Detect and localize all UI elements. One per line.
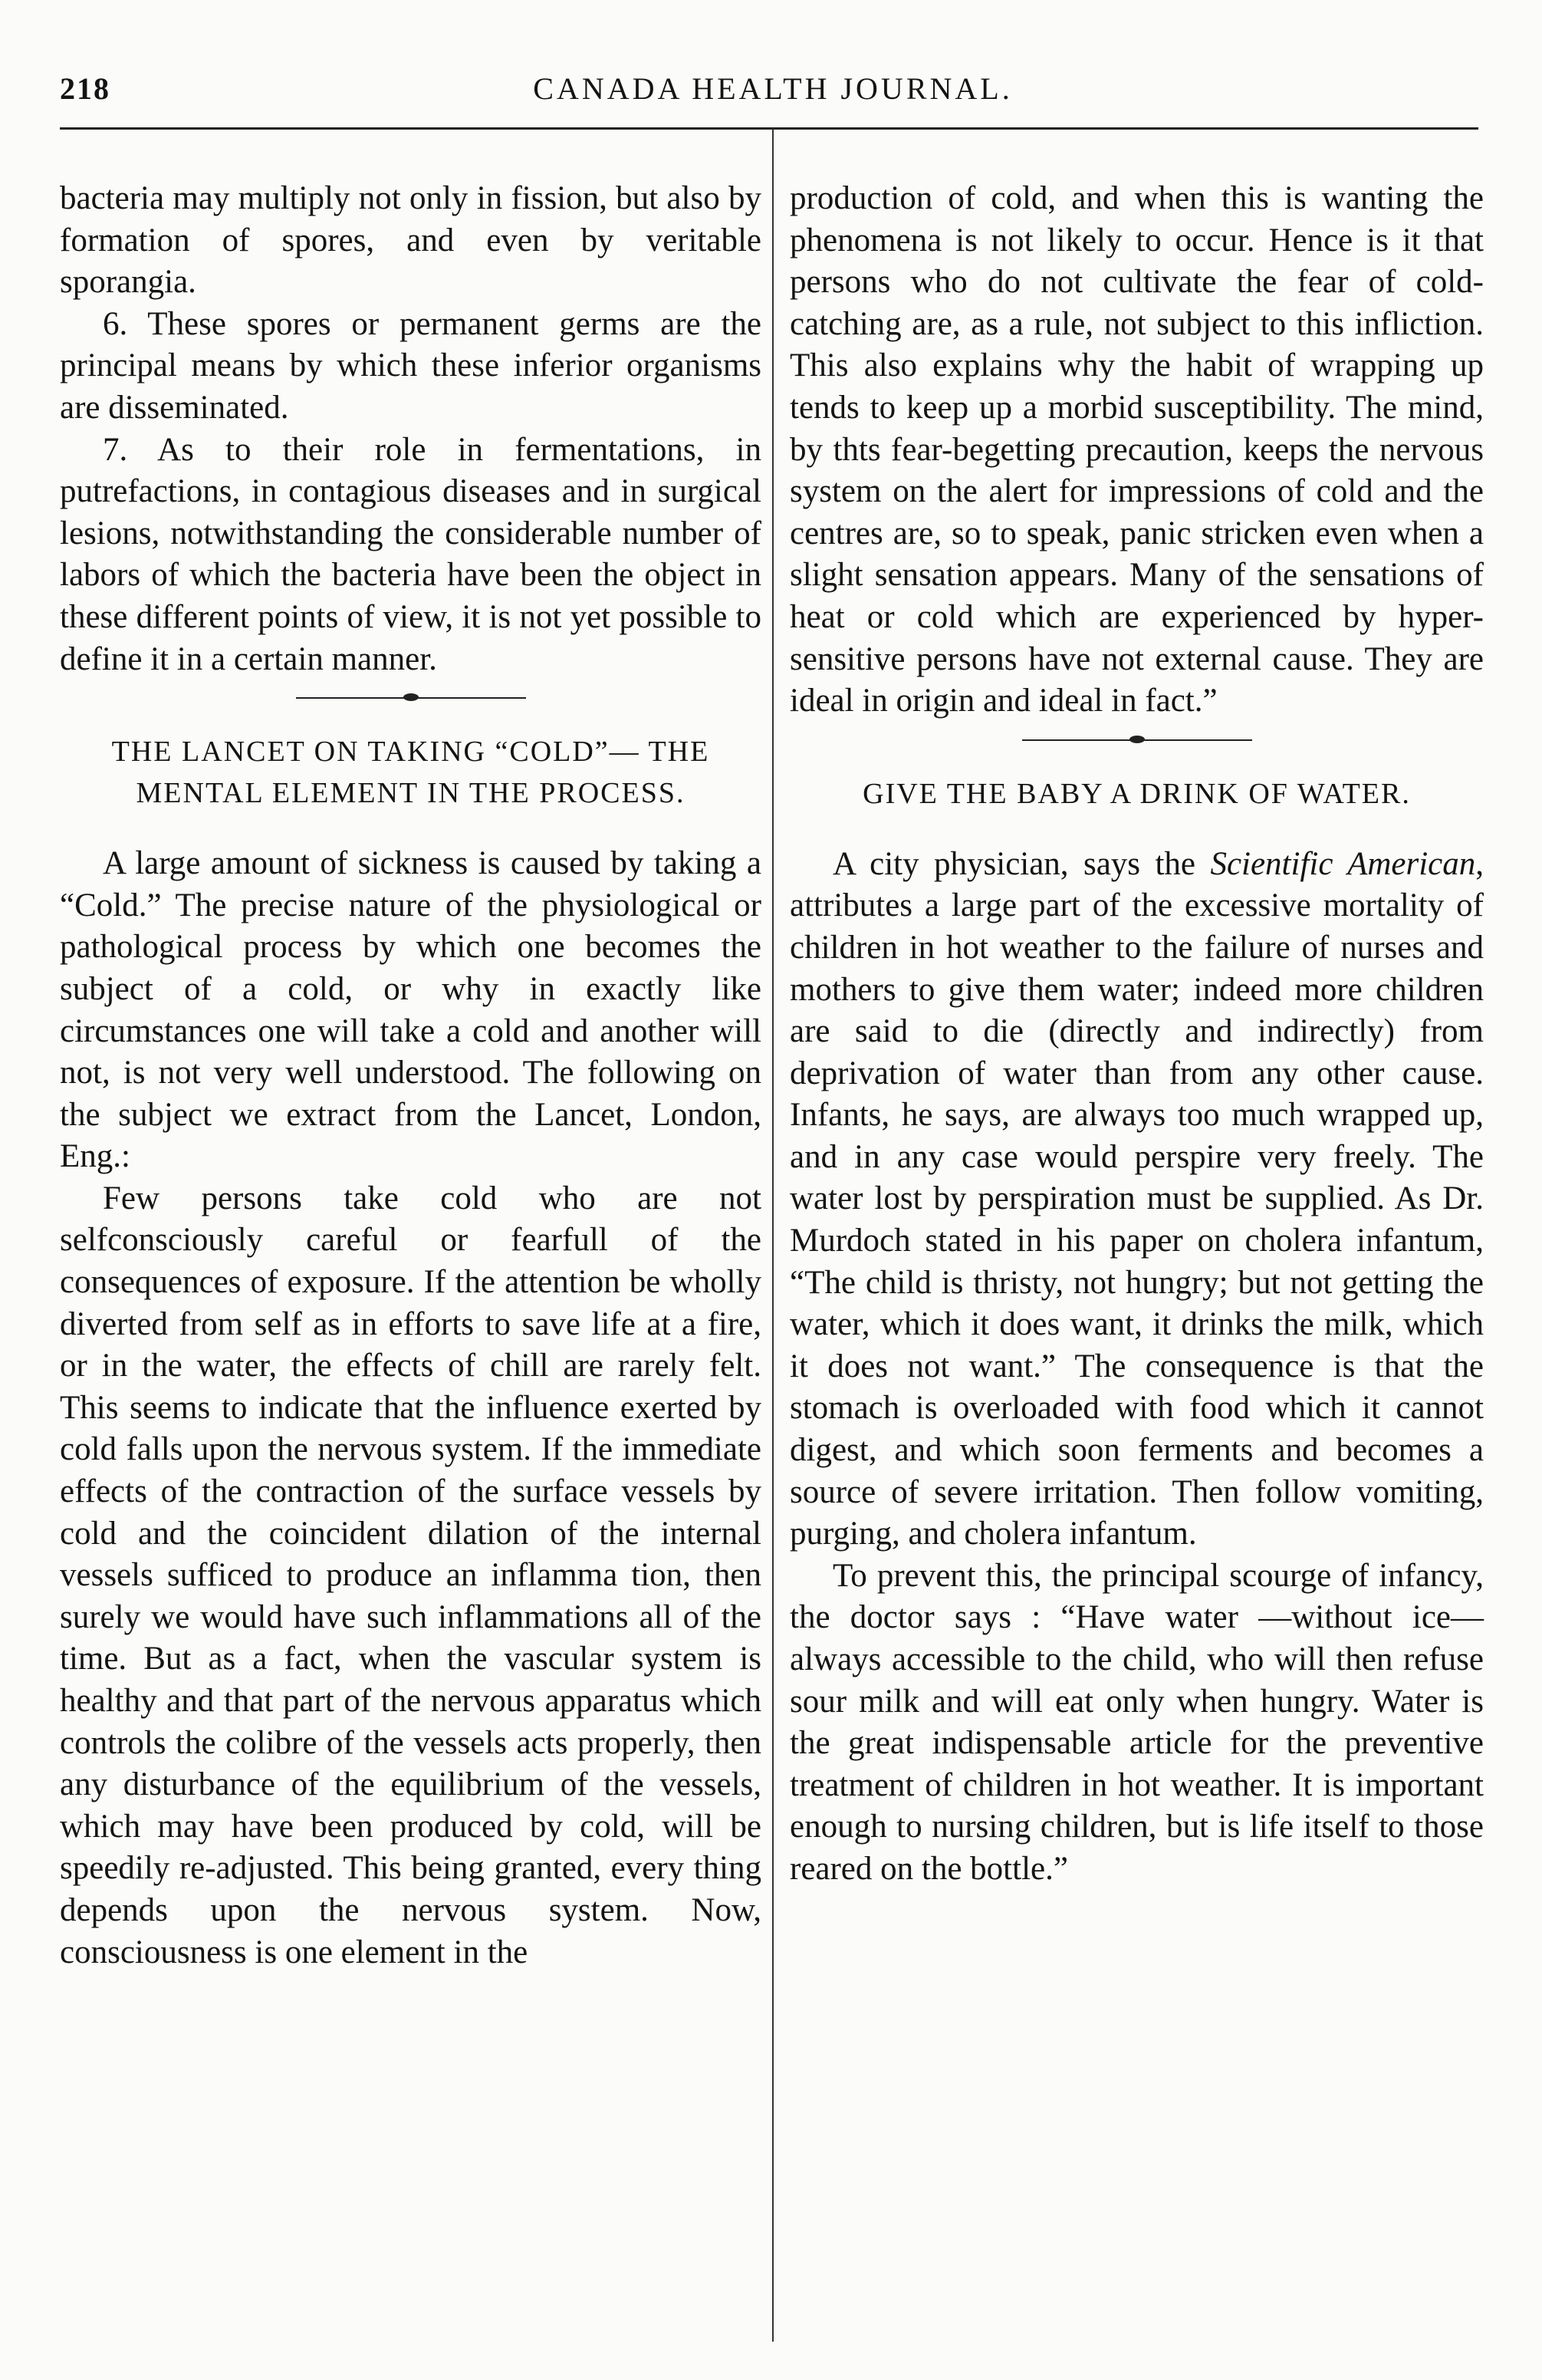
- city-text-start: A city physician, says the: [833, 845, 1211, 882]
- paragraph-bacteria: bacteria may multiply not only in fission, but also by formation of spores, and even by veritable sporangia.: [60, 180, 761, 301]
- right-column: [790, 178, 1484, 1891]
- paragraph-few-persons: Few persons take cold who are not selfconsciously careful or fearfull of the consequences of exposure. If the attention be wholly diverted from self as in efforts to save life at a fire, or in the water, the effects of chill are rarely felt. This seems to indicate that the influence exerted by cold falls upon the nervous system. If the immediate effects of the contraction of the surface vessels by cold and the coincident dilation of the internal vessels sufficed to produce an inflamma tion, then surely we would have such inflammations all of the time. But as a fact, when the vascular system is healthy and that part of the nervous apparatus which controls the colibre of the vessels acts properly, then any disturbance of the equilibrium of the vessels, which may have been produced by cold, will be speedily re-adjusted. This being granted, every thing depends upon the nervous system. Now, consciousness is one element in the: [60, 1180, 761, 1970]
- paragraph-7: 7. As to their role in fermentations, in putrefactions, in contagious diseases and in surgical lesions, notwithstanding the considerable number of labors of which the bacteria have been the object in these different points of view, it is not yet possible to define it in a certain manner.: [60, 431, 761, 677]
- section-separator: [296, 697, 526, 702]
- column-divider: [772, 129, 774, 2342]
- paragraph-6: 6. These spores or permanent germs are the principal means by which these inferior organisms are disseminated.: [60, 305, 761, 426]
- paragraph-continuation: production of cold, and when this is wanting the phenomena is not likely to occur. Hence is it that persons who do not cultivate the fear of cold-catching are, as a rule, not subject to this infliction. This also explains why the habit of wrapping up tends to keep up a morbid susceptibility. The mind, by thts fear-begetting precaution, keeps the nervous system on the alert for impressions of cold and the centres are, so to speak, panic stricken even when a slight sensation appears. Many of the sensations of heat or cold which are experienced by hyper-sensitive persons have not external cause. They are ideal in origin and ideal in fact.”: [790, 180, 1484, 719]
- publication-name: Scientific American: [1210, 845, 1476, 882]
- header-rule: [60, 127, 1478, 130]
- journal-title: CANADA HEALTH JOURNAL.: [533, 71, 1013, 106]
- paragraph-prevent: To prevent this, the principal scourge of infancy, the doctor says : “Have water —without ice—always accessible to the child, who will then refuse sour milk and will eat only when hungry. Water is the great indispensable article for the preventive treatment of children in hot weather. It is important enough to nursing children, but is life itself to those reared on the bottle.”: [790, 1557, 1484, 1887]
- left-column: [60, 178, 761, 1973]
- paragraph-intro: A large amount of sickness is caused by taking a “Cold.” The precise nature of the physiological or pathological process by which one becomes the subject of a cold, or why in exactly like circumstances one will take a cold and another will not, is not very well understood. The following on the subject we extract from the Lancet, London, Eng.:: [60, 845, 761, 1175]
- city-text-end: , attributes a large part of the excessive mortality of children in hot weather to the failure of nurses and mothers to give them water; indeed more children are said to die (directly and indirectly) from deprivation of water than from any other cause. Infants, he says, are always too much wrapped up, and in any case would perspire very freely. The water lost by perspiration must be supplied. As Dr. Murdoch stated in his paper on cholera infantum, “The child is thristy, not hungry; but not getting the water, which it does want, it drinks the milk, which it does not want.” The consequence is that the stomach is overloaded with food which it cannot digest, and which soon ferments and becomes a source of severe irritation. Then follow vomiting, purging, and cholera infantum.: [790, 845, 1484, 1552]
- paragraph-city-physician: [790, 844, 1484, 1555]
- section-separator: [1022, 739, 1252, 744]
- article-heading-baby: GIVE THE BABY A DRINK OF WATER.: [863, 777, 1411, 810]
- article-heading-lancet: THE LANCET ON TAKING “COLD”— THE MENTAL ELEMENT IN THE PROCESS.: [111, 736, 710, 810]
- running-head: [60, 71, 1486, 117]
- page-number: 218: [60, 71, 110, 106]
